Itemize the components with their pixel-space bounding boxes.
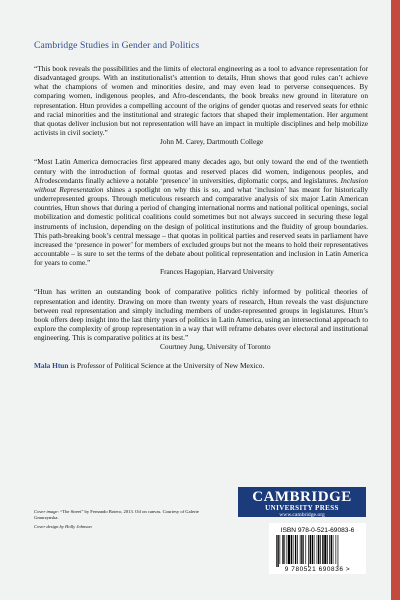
barcode-digits: 9 780521 690836 > — [284, 566, 351, 573]
barcode-bar — [284, 535, 285, 564]
barcode-bar — [308, 535, 309, 567]
blurb-hagopian — [34, 157, 368, 267]
barcode-bar — [295, 535, 296, 564]
cover-design-credit: Cover design by Holly Johnson — [34, 524, 92, 529]
barcode-bar — [312, 535, 313, 564]
barcode-bar — [300, 535, 301, 564]
barcode-bar — [305, 535, 306, 564]
barcode-bar — [288, 535, 290, 564]
barcode-bar — [324, 535, 326, 564]
barcode-bar — [276, 535, 277, 567]
blurb-hagopian-part2: shines a spotlight on why this is so, and what ‘inclusion’ has meant for historically underrepresented groups. Through meticulous research and comparative analysis of six major Latin American countries, Htun shows that during a period of changing international norms and national political openings, social mobilization and domestic political coalitions could sometimes but not always succeed in securing these legal instruments of inclusion, depending on the design of political institutions and the fluidity of group boundaries. This path-breaking book’s central message – that quotas in political parties and reserved seats in parliament have increased the ‘presence in power’ for members of excluded groups but not the means to hold their representatives accountable – is sure to set the terms of the debate about political representation and inclusion in Latin America for years to come.” — [34, 184, 368, 268]
spine-stripe — [391, 0, 400, 600]
barcode-bar — [318, 535, 319, 564]
barcode-bar — [338, 535, 339, 567]
barcode-bar — [280, 535, 281, 564]
barcode — [276, 535, 360, 567]
barcode-bar — [317, 535, 318, 564]
cover-image-text: “The Street” by Fernando Botero, 2013. Oil on canvas. Courtesy of Galerie Gmurzynska. — [34, 509, 199, 520]
barcode-bar — [293, 535, 294, 564]
author-name: Mala Htun — [34, 360, 69, 370]
barcode-bar — [333, 535, 334, 564]
publisher-subname: UNIVERSITY PRESS — [265, 504, 339, 512]
publisher-logo — [238, 487, 366, 517]
barcode-bar — [322, 535, 323, 564]
blurbs-section — [34, 64, 368, 370]
author-bio — [34, 361, 368, 370]
barcode-bar — [291, 535, 292, 564]
attribution-jung: Courtney Jung, University of Toronto — [160, 342, 271, 352]
barcode-bar — [282, 535, 283, 564]
isbn-barcode-box — [269, 523, 366, 574]
publisher-name: CAMBRIDGE — [252, 489, 352, 505]
blurb-hagopian-part1: “Most Latin America democracies first appeared many decades ago, but only toward the end of the twentieth century with the introduction of formal quotas and reserved places did women, indigenous peoples, and Afrodescendants finally achieve a notable ‘presence’ in universities, diplomatic corps, and legislatures. — [34, 157, 368, 185]
series-title: Cambridge Studies in Gender and Politics — [34, 40, 200, 51]
barcode-bar — [301, 535, 302, 564]
barcode-bar — [277, 535, 278, 567]
isbn-label: ISBN 978-0-521-69083-6 — [280, 527, 355, 534]
barcode-bar — [314, 535, 315, 564]
barcode-bar — [329, 535, 330, 564]
cover-image-label: Cover image: — [34, 509, 60, 514]
cover-credits — [34, 509, 204, 530]
barcode-bar — [303, 535, 304, 564]
blurb-carey: “This book reveals the possibilities and the limits of electoral engineering as a tool to advance representation for disadvantaged groups. With an institutionalist’s attention to details, Htun shows that good rules can’t achieve what the champions of women and minorities desire, and may even lead to perverse consequences. By comparing women, indigenous peoples, and Afro-descendants, the book breaks new ground in literature on representation. Htun provides a compelling account of the origins of gender quotas and reserved seats for ethnic and racial minorities and the institutional and strategic factors that shaped their implementation. Her argument that quotas deliver inclusion but not representation will have an impact in multiple disciplines and help mobilize activists in civil society.” — [34, 64, 368, 138]
book-title-italic: Inclusion without Representation — [34, 175, 368, 194]
barcode-bar — [287, 535, 288, 564]
barcode-bar — [297, 535, 298, 564]
cover-image-credit — [34, 509, 204, 521]
attribution-carey: John M. Carey, Dartmouth College — [160, 137, 264, 147]
barcode-bar — [320, 535, 321, 564]
blurb-jung: “Htun has written an outstanding book of comparative politics richly informed by political theories of representation and identity. Drawing on more than twenty years of research, Htun reveals the vast disjuncture between real representation and simply including members of under-represented groups in legislatures. Htun’s book offers deep insight into the last thirty years of politics in Latin America, using an intersectional approach to explore the complexity of group representation in a way that will reframe debates over electoral and institutional engineering. This is comparative politics at its best.” — [34, 287, 368, 343]
publisher-url: www.cambridge.org — [279, 512, 325, 518]
barcode-bar — [331, 535, 332, 564]
attribution-hagopian: Frances Hagopian, Harvard University — [160, 267, 274, 277]
barcode-bar — [336, 535, 337, 564]
barcode-bar — [310, 535, 311, 564]
author-bio-text: is Professor of Political Science at the University of New Mexico. — [68, 360, 265, 370]
barcode-bar — [327, 535, 328, 564]
